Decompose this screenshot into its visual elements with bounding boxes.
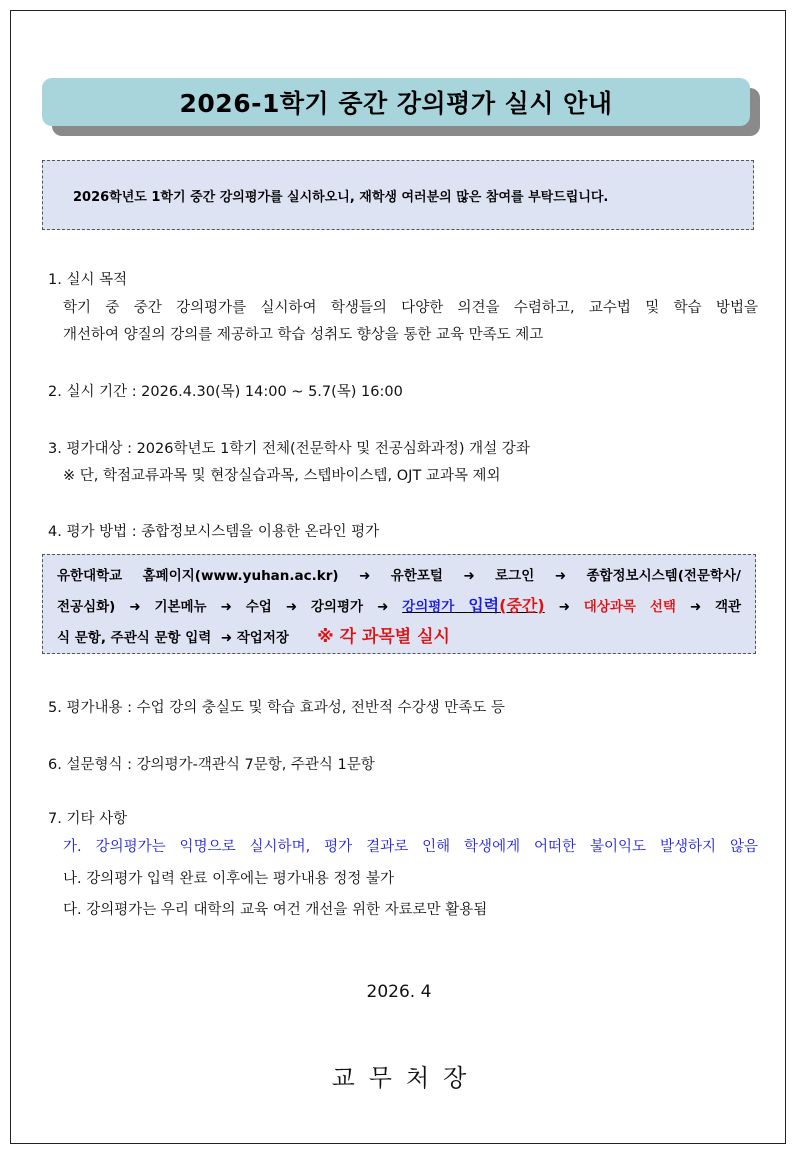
section-etc-item-b: 나. 강의평가 입력 완료 이후에는 평가내용 정정 불가	[63, 871, 395, 887]
section-period: 2. 실시 기간 : 2026.4.30(목) 14:00 ~ 5.7(목) 16:00	[48, 384, 403, 400]
step-class: 수업	[245, 599, 272, 615]
section-etc-heading: 7. 기타 사항	[48, 811, 128, 827]
procedure-line-2	[57, 591, 741, 622]
arrow-icon: ➜	[359, 568, 371, 584]
arrow-icon: ➜	[285, 599, 297, 615]
section-purpose-line2: 개선하여 양질의 강의를 제공하고 학습 성취도 향상을 통한 교육 만족도 제고	[63, 327, 544, 343]
step-save: 작업저장	[236, 630, 289, 646]
section-purpose-heading: 1. 실시 목적	[48, 272, 128, 288]
arrow-icon: ➜	[554, 568, 566, 584]
step-objective: 객관	[715, 599, 742, 615]
arrow-icon: ➜	[129, 599, 141, 615]
notice-text: 2026학년도 1학기 중간 강의평가를 실시하오니, 재학생 여러분의 많은 참여를 부탁드립니다.	[73, 189, 609, 205]
title-banner	[42, 78, 750, 126]
procedure-line-1	[57, 561, 741, 591]
step-select-subject: 대상과목 선택	[583, 599, 676, 615]
section-target-note: ※ 단, 학점교류과목 및 현장실습과목, 스텝바이스텝, OJT 교과목 제외	[63, 468, 501, 484]
step-questions-input: 식 문항, 주관식 문항 입력	[57, 630, 212, 646]
step-portal: 유한포털	[390, 568, 443, 584]
signature: 교무처장	[331, 1064, 481, 1092]
step-evaluation-input: 강의평가 입력(중간)	[402, 596, 545, 615]
section-etc-item-a: 가. 강의평가는 익명으로 실시하며, 평가 결과로 인해 학생에게 어떠한 불이익도 발생하지 않음	[63, 839, 758, 855]
arrow-icon: ➜	[220, 630, 233, 646]
per-subject-note: ※ 각 과목별 실시	[317, 627, 450, 647]
section-content: 5. 평가내용 : 수업 강의 충실도 및 학습 효과성, 전반적 수강생 만족도 등	[48, 700, 505, 716]
section-format: 6. 설문형식 : 강의평가-객관식 7문항, 주관식 1문항	[48, 757, 375, 773]
arrow-icon: ➜	[689, 599, 702, 615]
step-info-system: 종합정보시스템(전문학사/	[586, 568, 741, 584]
arrow-icon: ➜	[220, 599, 232, 615]
page-title: 2026-1학기 중간 강의평가 실시 안내	[179, 89, 613, 118]
procedure-line-3	[57, 622, 741, 653]
step-info-system-cont: 전공심화)	[57, 599, 116, 615]
issue-date: 2026. 4	[366, 982, 432, 1002]
section-target-heading: 3. 평가대상 : 2026학년도 1학기 전체(전문학사 및 전공심화과정) 개설 강좌	[48, 441, 530, 457]
step-evaluation: 강의평가	[310, 599, 364, 615]
section-method-heading: 4. 평가 방법 : 종합정보시스템을 이용한 온라인 평가	[48, 524, 380, 540]
step-homepage: 유한대학교 홈페이지(www.yuhan.ac.kr)	[57, 568, 339, 584]
arrow-icon: ➜	[558, 599, 570, 615]
arrow-icon: ➜	[376, 599, 389, 615]
step-login: 로그인	[495, 568, 535, 584]
arrow-icon: ➜	[463, 568, 475, 584]
procedure-box	[42, 554, 756, 654]
step-basic-menu: 기본메뉴	[154, 599, 207, 615]
section-purpose-line1: 학기 중 중간 강의평가를 실시하여 학생들의 다양한 의견을 수렴하고, 교수법 및 학습 방법을	[63, 300, 758, 316]
notice-box	[42, 160, 754, 230]
section-etc-item-c: 다. 강의평가는 우리 대학의 교육 여건 개선을 위한 자료로만 활용됨	[63, 902, 488, 918]
